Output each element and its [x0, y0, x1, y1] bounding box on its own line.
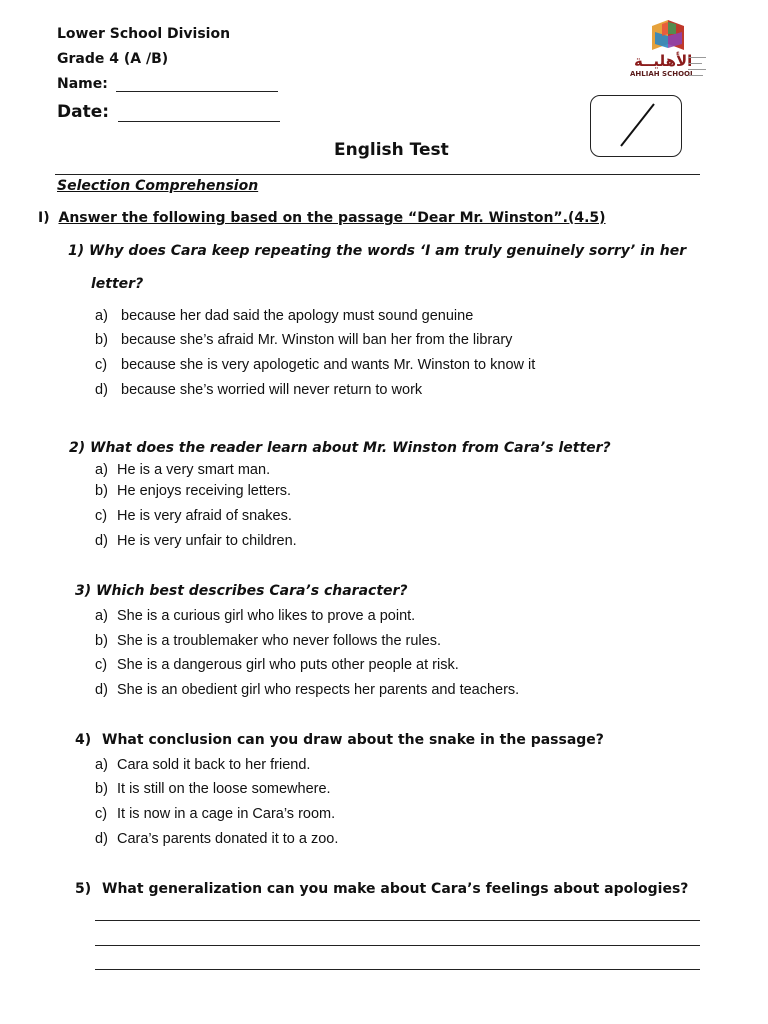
- option-text: Cara sold it back to her friend.: [117, 757, 311, 773]
- date-label: Date:: [57, 102, 110, 122]
- logo-small-print: [688, 54, 710, 90]
- division-label: Lower School Division: [57, 26, 231, 42]
- answer-line-3[interactable]: [95, 969, 700, 970]
- option-letter: d): [95, 831, 108, 847]
- logo-school-text: AHLIAH SCHOOL: [630, 70, 695, 78]
- option-text: It is still on the loose somewhere.: [117, 781, 331, 797]
- school-logo: [622, 14, 717, 94]
- option-text: She is a dangerous girl who puts other people at risk.: [117, 657, 459, 673]
- option-letter: b): [95, 781, 108, 797]
- question-3-text: 3) Which best describes Cara’s character?: [75, 583, 408, 599]
- logo-arabic-text: الأهليــة: [634, 52, 693, 70]
- option-letter: a): [95, 757, 108, 773]
- question-4: [75, 732, 604, 748]
- question-2-text: 2) What does the reader learn about Mr. Winston from Cara’s letter?: [69, 440, 611, 456]
- option-text: because she’s afraid Mr. Winston will ban her from the library: [121, 332, 513, 348]
- question-1-option-a[interactable]: [95, 308, 473, 324]
- question-5-text: What generalization can you make about Cara’s feelings about apologies?: [102, 881, 689, 897]
- question-2-option-b[interactable]: [95, 483, 291, 499]
- part-number: I): [38, 210, 50, 226]
- page-title: English Test: [334, 140, 449, 160]
- option-text: because her dad said the apology must sound genuine: [121, 308, 474, 324]
- question-2-option-d[interactable]: [95, 533, 297, 549]
- option-text: because she is very apologetic and wants Mr. Winston to know it: [121, 357, 536, 373]
- question-5-number: 5): [75, 881, 92, 897]
- question-2-option-a[interactable]: [95, 462, 270, 478]
- question-1-option-b[interactable]: [95, 332, 512, 348]
- question-4-option-a[interactable]: [95, 757, 310, 773]
- answer-line-2[interactable]: [95, 945, 700, 946]
- option-letter: a): [95, 308, 108, 324]
- question-4-option-c[interactable]: [95, 806, 335, 822]
- option-text: It is now in a cage in Cara’s room.: [117, 806, 336, 822]
- question-2-option-c[interactable]: [95, 508, 292, 524]
- option-letter: c): [95, 357, 108, 373]
- option-text: She is a troublemaker who never follows the rules.: [117, 633, 441, 649]
- answer-line-1[interactable]: [95, 920, 700, 921]
- option-text: She is a curious girl who likes to prove a point.: [117, 608, 416, 624]
- option-letter: c): [95, 657, 108, 673]
- option-text: He is very afraid of snakes.: [117, 508, 292, 524]
- option-text: He is very unfair to children.: [117, 533, 297, 549]
- question-3-option-b[interactable]: [95, 633, 441, 649]
- option-letter: d): [95, 682, 108, 698]
- option-letter: c): [95, 806, 108, 822]
- option-letter: b): [95, 332, 108, 348]
- title-divider: [55, 174, 700, 175]
- option-letter: d): [95, 382, 108, 398]
- question-3-option-c[interactable]: [95, 657, 459, 673]
- part-instruction: [38, 210, 606, 226]
- score-slash-icon: [591, 96, 681, 156]
- question-4-number: 4): [75, 732, 92, 748]
- question-4-option-d[interactable]: [95, 831, 338, 847]
- question-1-line2: letter?: [91, 276, 144, 292]
- option-text: He enjoys receiving letters.: [117, 483, 292, 499]
- option-text: because she’s worried will never return to work: [121, 382, 423, 398]
- question-3-option-a[interactable]: [95, 608, 415, 624]
- date-row: [57, 102, 280, 122]
- question-1-line1: 1) Why does Cara keep repeating the words ‘I am truly genuinely sorry’ in her: [68, 243, 687, 259]
- option-text: She is an obedient girl who respects her parents and teachers.: [117, 682, 520, 698]
- date-field[interactable]: [118, 105, 280, 122]
- question-4-option-b[interactable]: [95, 781, 331, 797]
- option-letter: c): [95, 508, 108, 524]
- question-1-option-c[interactable]: [95, 357, 535, 373]
- option-letter: d): [95, 533, 108, 549]
- option-letter: b): [95, 483, 108, 499]
- question-3-option-d[interactable]: [95, 682, 519, 698]
- name-row: [57, 76, 278, 92]
- name-label: Name:: [57, 76, 108, 92]
- question-5: [75, 881, 688, 897]
- name-field[interactable]: [116, 77, 278, 92]
- option-text: Cara’s parents donated it to a zoo.: [117, 831, 339, 847]
- option-letter: b): [95, 633, 108, 649]
- score-box: [590, 95, 682, 157]
- question-4-text: What conclusion can you draw about the snake in the passage?: [102, 732, 604, 748]
- option-letter: a): [95, 608, 108, 624]
- option-text: He is a very smart man.: [117, 462, 271, 478]
- question-1-option-d[interactable]: [95, 382, 422, 398]
- section-heading: Selection Comprehension: [57, 178, 259, 194]
- option-letter: a): [95, 462, 108, 478]
- part-instruction-text: Answer the following based on the passage “Dear Mr. Winston”.(4.5): [58, 210, 606, 226]
- grade-label: Grade 4 (A /B): [57, 51, 169, 67]
